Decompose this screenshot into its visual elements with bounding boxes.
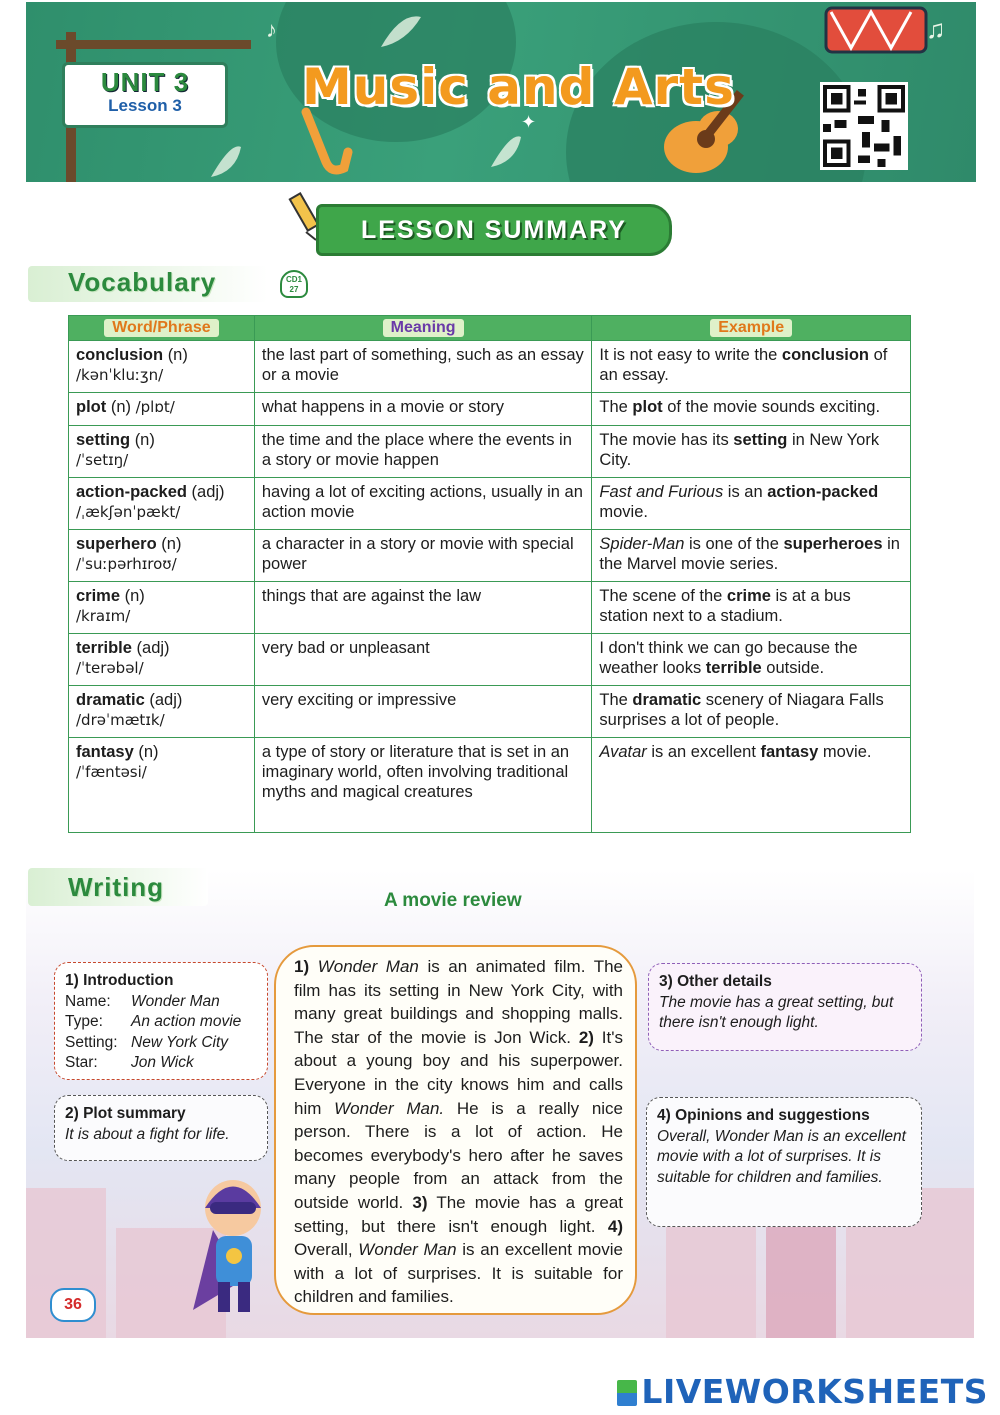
table-row [69,686,911,738]
paragraph-number: 3) [412,1192,428,1212]
column-header-label: Word/Phrase [104,319,218,337]
lesson-label: Lesson 3 [108,96,182,115]
example-text: of the movie sounds exciting. [662,398,881,416]
movie-review-text [274,945,637,1315]
table-row [69,634,911,686]
table-row [69,582,911,634]
review-title: A movie review [384,890,522,911]
review-sentence: Overall, [294,1240,359,1260]
review-sentence: is an excellent movie with a lot of surprises. It is suitable for children and families. [294,1240,623,1307]
pronunciation: /kraɪm/ [76,607,131,625]
part-of-speech: (adj) [191,483,225,501]
vocab-word: crime [76,587,121,605]
note-title: 2) Plot summary [65,1105,186,1122]
review-sentence: is an animated film. The film has its setting in New York City, with many great buildings and shopping malls. The star of the movie is Jon Wick. [294,957,623,1047]
pronunciation: /ˈsetɪŋ/ [76,451,129,469]
field-label: Setting: [65,1033,118,1051]
lesson-summary-banner [316,204,672,256]
vocabulary-table [68,315,911,833]
other-details-note [648,963,922,1051]
unit-sign [62,62,228,128]
meaning-cell: having a lot of exciting actions, usually in an action movie [254,478,592,530]
note-title: 1) Introduction [65,972,174,989]
table-row [69,530,911,582]
brand-name: LIVEWORKSHEETS [641,1372,988,1411]
example-cell [592,426,911,478]
column-header-meaning [254,316,592,341]
table-row [69,738,911,833]
table-row [69,393,911,426]
leaf-icon [206,142,246,182]
note-text: The movie has a great setting, but there isn't enough light. [659,993,894,1031]
example-cell [592,393,911,426]
example-text: The [599,691,633,709]
example-keyword: crime [726,587,771,605]
writing-heading: Writing [68,872,165,902]
example-text: of an essay. [599,346,888,384]
music-note-icon: ♫ [926,14,946,44]
word-cell [69,393,255,426]
example-text: is an [723,483,768,501]
part-of-speech: (n) [124,587,145,605]
page-title: Music and Arts [302,58,735,116]
pronunciation: /plɒt/ [135,398,175,416]
note-title: 3) Other details [659,973,772,990]
pronunciation: /ˈsuːpərhɪroʊ/ [76,555,177,573]
column-header-label: Meaning [383,319,464,337]
movie-title: Wonder Man [358,1240,457,1260]
part-of-speech: (n) [134,431,155,449]
part-of-speech: (adj) [136,639,170,657]
word-cell [69,530,255,582]
example-title: Avatar [599,743,647,761]
field-value: An action movie [131,1013,242,1030]
unit-title: UNIT 3 [100,67,190,97]
lesson-summary-label: LESSON SUMMARY [361,216,627,244]
example-text: I don't think we can go because the weather looks [599,639,858,677]
example-text: scenery of Niagara Falls surprises a lot of people. [599,691,884,729]
example-cell [592,478,911,530]
example-text: is an excellent [646,743,761,761]
word-cell [69,478,255,530]
meaning-cell: a character in a story or movie with special power [254,530,592,582]
pronunciation: /ˈfæntəsi/ [76,763,147,781]
review-sentence: The movie has a great setting, but there isn't enough light. [294,1192,623,1236]
brand-logo[interactable] [617,1372,988,1411]
field-value: Wonder Man [131,992,220,1010]
example-text: It is not easy to write the [599,346,782,364]
example-keyword: conclusion [781,346,869,364]
example-keyword: fantasy [760,743,819,761]
audio-track-icon[interactable] [280,270,308,298]
vocab-word: dramatic [76,691,145,709]
meaning-cell: a type of story or literature that is set in an imaginary world, often involving traditional myths and magical creatures [254,738,592,833]
example-text: outside. [761,659,825,677]
meaning-cell: things that are against the law [254,582,592,634]
column-header-example [592,316,911,341]
vocab-word: conclusion [76,346,164,364]
intro-field [65,1033,257,1054]
word-cell [69,426,255,478]
example-text: The movie has its [599,431,734,449]
meaning-cell: what happens in a movie or story [254,393,592,426]
vocab-word: superhero [76,535,157,553]
signpost-beam [56,40,251,49]
paragraph-number: 4) [607,1216,623,1236]
review-sentence: It's about a young boy and his superpower. Everyone in the city knows him and calls him [294,1027,623,1118]
leaf-icon [376,12,426,52]
example-cell [592,582,911,634]
plot-summary-note [54,1095,268,1161]
sparkle-icon: ✦ [521,112,537,132]
example-title: Spider-Man [599,535,685,553]
note-text: It is about a fight for life. [65,1125,230,1143]
part-of-speech: (n) [161,535,182,553]
example-cell [592,686,911,738]
superhero-mascot-icon [188,1170,278,1320]
word-cell [69,634,255,686]
field-value: New York City [131,1033,229,1051]
example-text: movie. [599,503,648,521]
meaning-cell: very bad or unpleasant [254,634,592,686]
movie-title: Wonder Man. [334,1098,445,1118]
field-label: Name: [65,992,111,1010]
pronunciation: /drəˈmætɪk/ [76,711,165,729]
example-keyword: terrible [705,659,762,677]
table-row [69,341,911,393]
table-row [69,426,911,478]
part-of-speech: (n) [110,398,132,416]
example-text: movie. [818,743,872,761]
vocab-word: action-packed [76,483,187,501]
vocab-word: setting [76,431,131,449]
brand-logo-icon [617,1380,637,1406]
word-cell [69,738,255,833]
example-title: Fast and Furious [599,483,724,501]
meaning-cell: the last part of something, such as an essay or a movie [254,341,592,393]
column-header-label: Example [710,319,792,337]
qr-code-icon[interactable] [820,82,908,170]
vocabulary-heading: Vocabulary [68,267,217,297]
intro-field [65,992,257,1013]
audio-track-number: 27 [289,285,299,294]
example-text: in the Marvel movie series. [599,535,900,573]
vocab-word: plot [76,398,107,416]
word-cell [69,686,255,738]
part-of-speech: (n) [138,743,159,761]
example-text: The [599,398,633,416]
vocab-word: terrible [76,639,132,657]
introduction-note [54,962,268,1080]
part-of-speech: (adj) [149,691,183,709]
meaning-cell: the time and the place where the events in a story or movie happen [254,426,592,478]
example-cell [592,530,911,582]
example-keyword: setting [733,431,788,449]
part-of-speech: (n) [167,346,188,364]
intro-field [65,1012,257,1033]
opinions-note [646,1097,922,1227]
table-row [69,478,911,530]
intro-field [65,1053,257,1074]
music-note-icon: ♪ [266,17,277,42]
note-text: Overall, Wonder Man is an excellent movie with a lot of surprises. It is suitable for children and families. [657,1127,906,1186]
page-number: 36 [50,1288,96,1322]
example-keyword: superheroes [783,535,883,553]
pronunciation: /kənˈkluːʒn/ [76,366,164,384]
meaning-cell: very exciting or impressive [254,686,592,738]
example-cell [592,341,911,393]
field-value: Jon Wick [131,1054,194,1071]
example-text: The scene of the [599,587,727,605]
pronunciation: /ˈterəbəl/ [76,659,144,677]
introduction-fields [65,992,257,1074]
audio-cd-label: CD1 [285,275,302,284]
review-sentence: He is a really nice person. There is a lot of action. He becomes everybody's hero after he saves many people from an attack from the outside world. [294,1098,624,1212]
column-header-word [69,316,255,341]
example-text: is one of the [684,535,784,553]
field-label: Type: [65,1013,103,1030]
paragraph-number: 2) [578,1027,594,1047]
movie-title: Wonder Man [317,957,419,976]
example-text: is at a bus station next to a stadium. [599,587,851,625]
paragraph-number: 1) [294,957,310,976]
example-keyword: dramatic [632,691,702,709]
example-cell [592,634,911,686]
table-header-row [69,316,911,341]
word-cell [69,341,255,393]
leaf-icon [486,132,526,172]
example-keyword: action-packed [767,483,879,501]
pronunciation: /ˌækʃənˈpækt/ [76,503,181,521]
note-title: 4) Opinions and suggestions [657,1107,870,1124]
vocab-word: fantasy [76,743,134,761]
field-label: Star: [65,1054,98,1071]
word-cell [69,582,255,634]
example-keyword: plot [632,398,663,416]
example-cell [592,738,911,833]
example-text: in New York City. [599,431,880,469]
